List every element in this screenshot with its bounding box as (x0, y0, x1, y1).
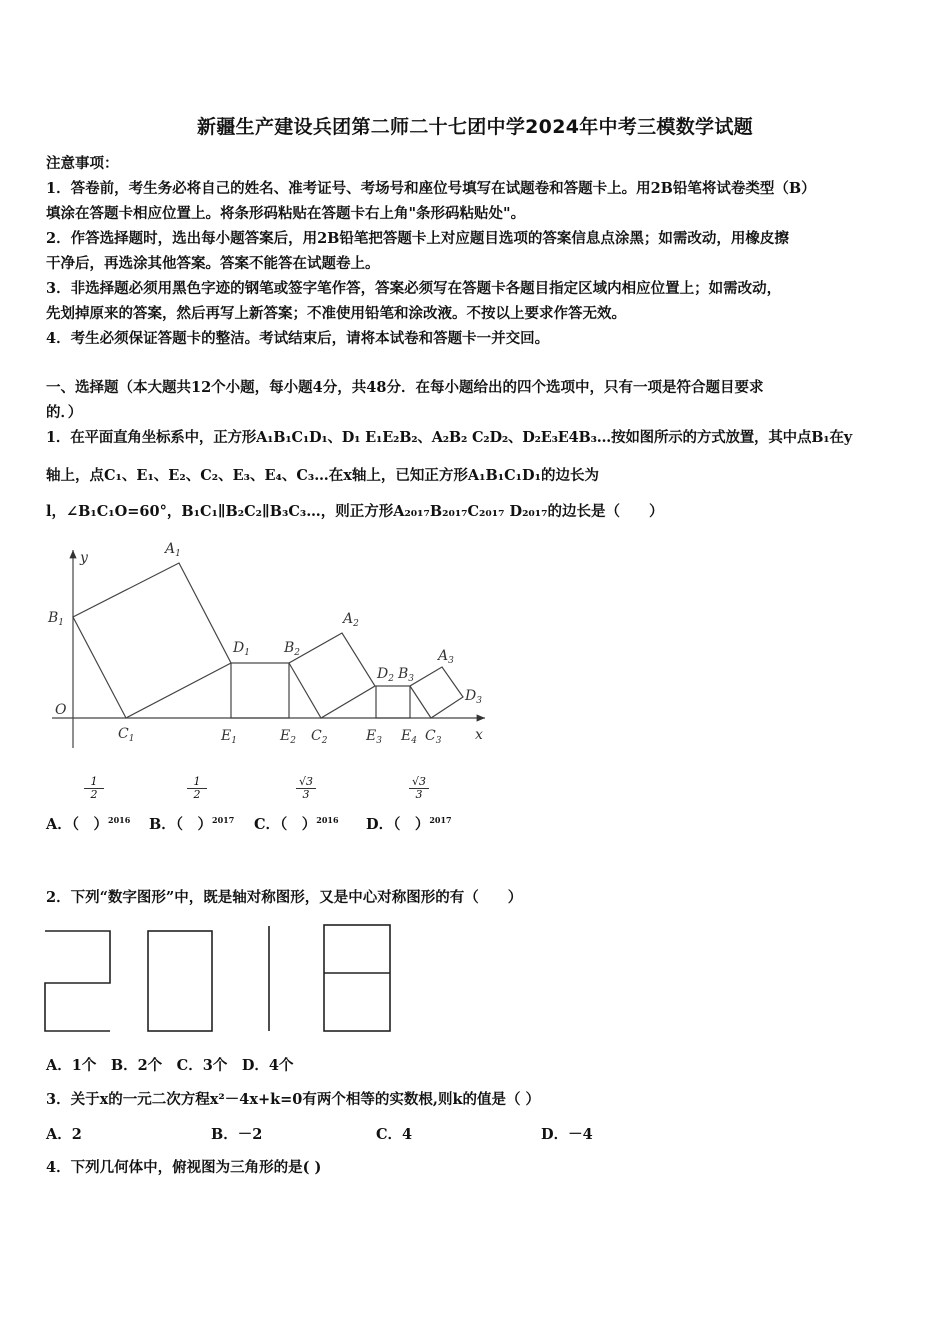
square-1 (73, 563, 231, 718)
svg-text:D3: $D_3$ (465, 688, 482, 706)
page-title: 新疆生产建设兵团第二师二十七团中学2024年中考三模数学试题 (197, 116, 753, 138)
square-3 (289, 633, 375, 718)
section-heading: 一、选择题（本大题共12个小题，每小题4分，共48分．在每小题给出的四个选项中，只有一项是符合题目要求 (46, 379, 764, 396)
square-5 (410, 667, 463, 718)
q3-option-b: B．－2 (211, 1126, 263, 1143)
option-c-fraction: $\frac{√3}{3}$ (296, 776, 316, 801)
q1-option-d: D．（ ）$^{2017}$ (366, 815, 452, 833)
q1-option-a: A．（ ）$^{2016}$ (46, 815, 131, 833)
svg-text:C2: $C_2$ (311, 728, 328, 746)
label-A3: A (438, 648, 449, 664)
q1-option-b: B．（ ）$^{2017}$ (149, 815, 235, 833)
q2-text: 2．下列“数字图形”中，既是轴对称图形，又是中心对称图形的有（ ） (46, 889, 523, 906)
option-d-fraction: $\frac{√3}{3}$ (409, 776, 429, 801)
notice-line: 3．非选择题必须用黑色字迹的钢笔或签字笔作答，答案必须写在答题卡各题目指定区域内相应位置上；如需改动， (46, 280, 782, 297)
q3-text: 3．关于x的一元二次方程x²－4x+k=0有两个相等的实数根,则k的值是（ ） (46, 1091, 541, 1108)
label-E3: E (366, 728, 377, 744)
label-A1: A (165, 541, 176, 557)
label-O: O (55, 702, 67, 718)
option-a-fraction: $\frac{1}{2}$ (84, 776, 104, 801)
q2-digit-figures (44, 922, 404, 1037)
notice-heading: 注意事项： (46, 155, 119, 172)
svg-text:E2: $E_2$ (280, 728, 296, 746)
q1-squares-figure (40, 540, 500, 755)
svg-text:D1: $D_1$ (233, 640, 250, 658)
label-E2: E (280, 728, 291, 744)
label-C1: C (118, 726, 129, 742)
label-A2: A (343, 611, 354, 627)
svg-text:E4: $E_4$ (401, 728, 417, 746)
q1-option-c: C．（ ）$^{2016}$ (254, 815, 339, 833)
notice-line: 1．答卷前，考生务必将自己的姓名、准考证号、考场号和座位号填写在试题卷和答题卡上。用2B铅笔将试卷类型（B） (46, 180, 816, 197)
q1-text: l，∠B₁C₁O=60°，B₁C₁∥B₂C₂∥B₃C₃…，则正方形A₂₀₁₇B₂₀₁₇C₂₀₁₇ D₂₀₁₇的边长是（ ） (46, 503, 664, 520)
svg-text:B1: $B_1$ (48, 610, 65, 628)
label-E4: E (401, 728, 412, 744)
label-C3: C (425, 728, 436, 744)
label-D3: D (465, 688, 477, 704)
svg-text:B2: $B_2$ (284, 640, 301, 658)
notice-line: 先划掉原来的答案，然后再写上新答案；不准使用铅笔和涂改液。不按以上要求作答无效。 (46, 305, 626, 322)
digit-0-shape (148, 931, 212, 1031)
notice-line: 2．作答选择题时，选出每小题答案后，用2B铅笔把答题卡上对应题目选项的答案信息点涂黑；如需改动，用橡皮擦 (46, 230, 789, 247)
q1-text: 轴上，点C₁、E₁、E₂、C₂、E₃、E₄、C₃…在x轴上，已知正方形A₁B₁C₁D₁的边长为 (46, 467, 599, 484)
q3-option-c: C．4 (376, 1126, 413, 1143)
notice-line: 填涂在答题卡相应位置上。将条形码粘贴在答题卡右上角"条形码粘贴处"。 (46, 205, 526, 222)
digit-8-shape (324, 925, 390, 1031)
label-B1: B (48, 610, 59, 626)
svg-text:E1: $E_1$ (221, 728, 237, 746)
svg-text:C1: $C_1$ (118, 726, 135, 744)
svg-text:E3: $E_3$ (366, 728, 382, 746)
label-B3: B (398, 666, 409, 682)
label-D1: D (233, 640, 245, 656)
svg-text:A1: $A_1$ (165, 541, 181, 559)
q1-text: 1．在平面直角坐标系中，正方形A₁B₁C₁D₁、D₁ E₁E₂B₂、A₂B₂ C₂D₂、D₂E₃E4B₃…按如图所示的方式放置，其中点B₁在y (46, 429, 852, 446)
q4-text: 4．下列几何体中，俯视图为三角形的是( ) (46, 1159, 322, 1176)
svg-text:B3: $B_3$ (398, 666, 415, 684)
option-b-fraction: $\frac{1}{2}$ (187, 776, 207, 801)
label-B2: B (284, 640, 295, 656)
svg-text:A2: $A_2$ (343, 611, 359, 629)
svg-text:A3: $A_3$ (438, 648, 454, 666)
label-x: x (475, 727, 483, 743)
q2-options: A．1个 B．2个 C．3个 D．4个 (46, 1057, 294, 1074)
digit-2-shape (45, 931, 110, 1031)
label-E1: E (221, 728, 232, 744)
square-2 (231, 663, 289, 718)
notice-line: 4．考生必须保证答题卡的整洁。考试结束后，请将本试卷和答题卡一并交回。 (46, 330, 550, 347)
svg-text:C3: $C_3$ (425, 728, 442, 746)
q3-option-d: D．－4 (541, 1126, 593, 1143)
section-heading-cont: 的．） (46, 404, 83, 421)
svg-text:D2: $D_2$ (377, 666, 394, 684)
label-y: y (80, 550, 88, 566)
notice-line: 干净后，再选涂其他答案。答案不能答在试题卷上。 (46, 255, 380, 272)
label-C2: C (311, 728, 322, 744)
label-D2: D (377, 666, 389, 682)
square-4 (376, 686, 410, 718)
q3-option-a: A．2 (46, 1126, 82, 1143)
